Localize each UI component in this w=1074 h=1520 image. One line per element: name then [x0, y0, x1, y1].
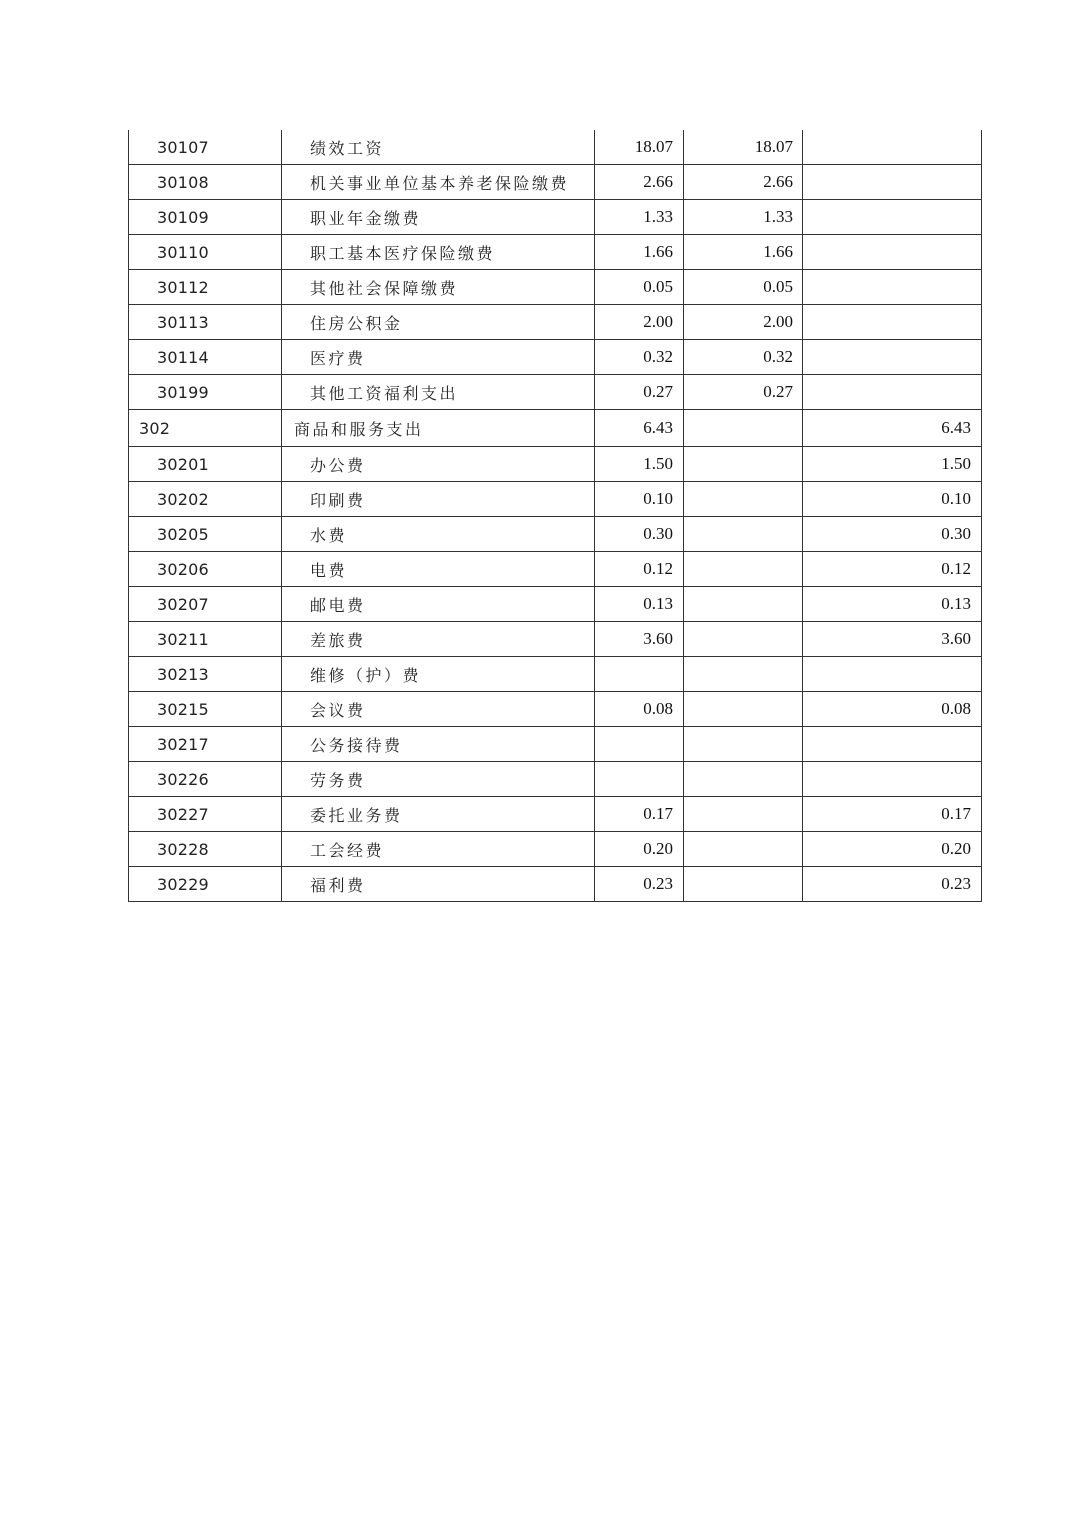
basic-expenditure-cell — [684, 587, 803, 622]
expenditure-table — [128, 130, 982, 902]
total-amount-cell — [595, 657, 684, 692]
economic-code-cell: 30205 — [129, 517, 282, 552]
total-amount-cell: 0.05 — [595, 270, 684, 305]
economic-code-cell: 30107 — [129, 130, 282, 165]
project-expenditure-cell — [803, 305, 982, 340]
project-expenditure-cell — [803, 235, 982, 270]
total-amount-cell: 2.66 — [595, 165, 684, 200]
total-amount-cell: 0.10 — [595, 482, 684, 517]
project-expenditure-cell — [803, 762, 982, 797]
item-name-cell: 其他社会保障缴费 — [282, 270, 595, 305]
expenditure-table-body — [129, 130, 982, 902]
project-expenditure-cell: 0.17 — [803, 797, 982, 832]
total-amount-cell: 1.33 — [595, 200, 684, 235]
project-expenditure-cell — [803, 375, 982, 410]
item-name-cell: 水费 — [282, 517, 595, 552]
project-expenditure-cell — [803, 200, 982, 235]
table-row — [129, 622, 982, 657]
basic-expenditure-cell — [684, 622, 803, 657]
total-amount-cell: 0.17 — [595, 797, 684, 832]
economic-code-cell: 30227 — [129, 797, 282, 832]
table-row — [129, 692, 982, 727]
economic-code-cell: 302 — [129, 410, 282, 447]
economic-code-cell: 30206 — [129, 552, 282, 587]
table-row — [129, 200, 982, 235]
table-row — [129, 270, 982, 305]
project-expenditure-cell: 1.50 — [803, 447, 982, 482]
item-name-cell: 印刷费 — [282, 482, 595, 517]
basic-expenditure-cell — [684, 447, 803, 482]
basic-expenditure-cell: 1.66 — [684, 235, 803, 270]
table-row — [129, 797, 982, 832]
basic-expenditure-cell: 2.66 — [684, 165, 803, 200]
total-amount-cell: 0.32 — [595, 340, 684, 375]
basic-expenditure-cell — [684, 832, 803, 867]
table-row — [129, 552, 982, 587]
table-row — [129, 867, 982, 902]
basic-expenditure-cell: 1.33 — [684, 200, 803, 235]
table-row — [129, 587, 982, 622]
total-amount-cell — [595, 727, 684, 762]
project-expenditure-cell: 0.12 — [803, 552, 982, 587]
economic-code-cell: 30228 — [129, 832, 282, 867]
total-amount-cell: 18.07 — [595, 130, 684, 165]
item-name-cell: 公务接待费 — [282, 727, 595, 762]
basic-expenditure-cell — [684, 410, 803, 447]
item-name-cell: 职业年金缴费 — [282, 200, 595, 235]
item-name-cell: 其他工资福利支出 — [282, 375, 595, 410]
table-row — [129, 235, 982, 270]
item-name-cell: 住房公积金 — [282, 305, 595, 340]
table-row — [129, 832, 982, 867]
item-name-cell: 邮电费 — [282, 587, 595, 622]
item-name-cell: 电费 — [282, 552, 595, 587]
economic-code-cell: 30217 — [129, 727, 282, 762]
table-row — [129, 447, 982, 482]
project-expenditure-cell: 0.13 — [803, 587, 982, 622]
total-amount-cell: 1.50 — [595, 447, 684, 482]
project-expenditure-cell — [803, 270, 982, 305]
economic-code-cell: 30113 — [129, 305, 282, 340]
table-row — [129, 130, 982, 165]
total-amount-cell: 0.20 — [595, 832, 684, 867]
table-row — [129, 482, 982, 517]
project-expenditure-cell — [803, 130, 982, 165]
table-row — [129, 340, 982, 375]
basic-expenditure-cell: 18.07 — [684, 130, 803, 165]
economic-code-cell: 30110 — [129, 235, 282, 270]
basic-expenditure-cell — [684, 517, 803, 552]
table-row — [129, 375, 982, 410]
economic-code-cell: 30202 — [129, 482, 282, 517]
economic-code-cell: 30199 — [129, 375, 282, 410]
item-name-cell: 医疗费 — [282, 340, 595, 375]
project-expenditure-cell: 3.60 — [803, 622, 982, 657]
economic-code-cell: 30207 — [129, 587, 282, 622]
economic-code-cell: 30109 — [129, 200, 282, 235]
total-amount-cell: 0.27 — [595, 375, 684, 410]
project-expenditure-cell — [803, 727, 982, 762]
basic-expenditure-cell — [684, 552, 803, 587]
total-amount-cell: 0.13 — [595, 587, 684, 622]
item-name-cell: 绩效工资 — [282, 130, 595, 165]
economic-code-cell: 30229 — [129, 867, 282, 902]
economic-code-cell: 30108 — [129, 165, 282, 200]
total-amount-cell: 6.43 — [595, 410, 684, 447]
economic-code-cell: 30112 — [129, 270, 282, 305]
item-name-cell: 机关事业单位基本养老保险缴费 — [282, 165, 595, 200]
basic-expenditure-cell — [684, 692, 803, 727]
economic-code-cell: 30211 — [129, 622, 282, 657]
item-name-cell: 劳务费 — [282, 762, 595, 797]
table-row — [129, 657, 982, 692]
economic-code-cell: 30114 — [129, 340, 282, 375]
economic-code-cell: 30201 — [129, 447, 282, 482]
item-name-cell: 职工基本医疗保险缴费 — [282, 235, 595, 270]
project-expenditure-cell: 0.20 — [803, 832, 982, 867]
total-amount-cell: 0.08 — [595, 692, 684, 727]
total-amount-cell: 0.23 — [595, 867, 684, 902]
table-row — [129, 727, 982, 762]
project-expenditure-cell: 0.10 — [803, 482, 982, 517]
category-row — [129, 410, 982, 447]
project-expenditure-cell: 0.08 — [803, 692, 982, 727]
total-amount-cell: 3.60 — [595, 622, 684, 657]
item-name-cell: 会议费 — [282, 692, 595, 727]
item-name-cell: 维修（护）费 — [282, 657, 595, 692]
total-amount-cell: 0.12 — [595, 552, 684, 587]
basic-expenditure-cell: 2.00 — [684, 305, 803, 340]
economic-code-cell: 30226 — [129, 762, 282, 797]
basic-expenditure-cell: 0.32 — [684, 340, 803, 375]
project-expenditure-cell — [803, 657, 982, 692]
item-name-cell: 差旅费 — [282, 622, 595, 657]
project-expenditure-cell: 0.30 — [803, 517, 982, 552]
table-row — [129, 165, 982, 200]
total-amount-cell: 2.00 — [595, 305, 684, 340]
total-amount-cell: 1.66 — [595, 235, 684, 270]
total-amount-cell: 0.30 — [595, 517, 684, 552]
economic-code-cell: 30213 — [129, 657, 282, 692]
project-expenditure-cell — [803, 340, 982, 375]
basic-expenditure-cell — [684, 657, 803, 692]
basic-expenditure-cell — [684, 797, 803, 832]
table-row — [129, 762, 982, 797]
basic-expenditure-cell — [684, 727, 803, 762]
project-expenditure-cell — [803, 165, 982, 200]
basic-expenditure-cell — [684, 482, 803, 517]
basic-expenditure-cell: 0.05 — [684, 270, 803, 305]
item-name-cell: 福利费 — [282, 867, 595, 902]
basic-expenditure-cell — [684, 762, 803, 797]
table-row — [129, 517, 982, 552]
item-name-cell: 办公费 — [282, 447, 595, 482]
total-amount-cell — [595, 762, 684, 797]
project-expenditure-cell: 6.43 — [803, 410, 982, 447]
economic-code-cell: 30215 — [129, 692, 282, 727]
table-row — [129, 305, 982, 340]
item-name-cell: 委托业务费 — [282, 797, 595, 832]
item-name-cell: 工会经费 — [282, 832, 595, 867]
project-expenditure-cell: 0.23 — [803, 867, 982, 902]
basic-expenditure-cell — [684, 867, 803, 902]
item-name-cell: 商品和服务支出 — [282, 410, 595, 447]
basic-expenditure-cell: 0.27 — [684, 375, 803, 410]
